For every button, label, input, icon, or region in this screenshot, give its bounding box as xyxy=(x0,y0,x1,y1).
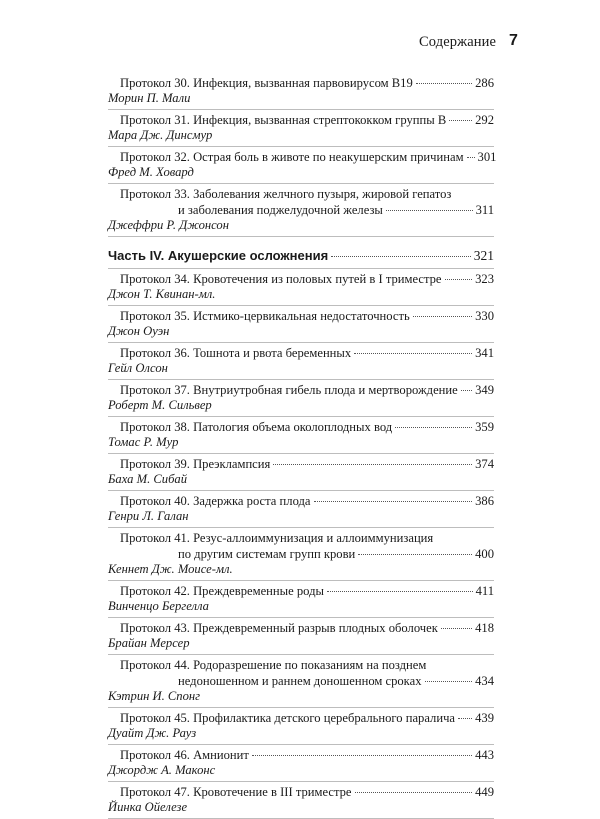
toc-page-number: 292 xyxy=(475,113,494,127)
toc-entry-title-line xyxy=(108,747,494,763)
toc-entry-title: по другим системам групп крови xyxy=(178,547,356,561)
toc-entry-author: Фред М. Ховард xyxy=(108,165,194,179)
toc-entry-author: Томас Р. Мур xyxy=(108,435,179,449)
toc-entry-title-line xyxy=(108,419,494,435)
toc-page-number: 349 xyxy=(475,383,494,397)
dot-leader xyxy=(441,628,472,629)
toc-part-heading xyxy=(108,245,494,269)
dot-leader xyxy=(331,256,471,257)
toc-page-number: 434 xyxy=(475,674,494,688)
toc-entry xyxy=(108,528,494,581)
toc-entry xyxy=(108,491,494,528)
toc-entry-title-line xyxy=(108,493,494,509)
toc-page-number: 359 xyxy=(475,420,494,434)
toc-entry-author: Роберт М. Сильвер xyxy=(108,398,212,412)
toc-entry xyxy=(108,110,494,147)
toc-entry-author: Брайан Мерсер xyxy=(108,636,190,650)
toc-entry xyxy=(108,618,494,655)
toc-entry-author: Кеннет Дж. Моисе-мл. xyxy=(108,562,233,576)
toc-entry-author: Джордж А. Маконс xyxy=(108,763,216,777)
toc-entry-title: Протокол 42. Преждевременные роды xyxy=(120,584,324,598)
toc-page-number: 386 xyxy=(475,494,494,508)
dot-leader xyxy=(354,353,472,354)
toc-entry-title-line xyxy=(108,784,494,800)
running-header xyxy=(419,32,518,51)
toc-entry-title: Протокол 43. Преждевременный разрыв плодных оболочек xyxy=(120,621,438,635)
toc-page-number: 330 xyxy=(475,309,494,323)
toc-entry xyxy=(108,417,494,454)
toc-entry xyxy=(108,745,494,782)
toc-entry-title: Протокол 38. Патология объема околоплодных вод xyxy=(120,420,393,434)
toc-entry-title-line xyxy=(108,271,494,287)
toc-entry-author: Генри Л. Галан xyxy=(108,509,189,523)
toc-entry-title: Протокол 36. Тошнота и рвота беременных xyxy=(120,346,352,360)
toc-page-number: 311 xyxy=(475,203,494,217)
toc-entry-author: Морин П. Мали xyxy=(108,91,191,105)
toc-entry-title-line xyxy=(108,75,494,91)
toc-entry-title-line xyxy=(108,673,494,689)
toc-page-number: 374 xyxy=(475,457,494,471)
toc-entry xyxy=(108,73,494,110)
toc-entry-title: Протокол 46. Амнионит xyxy=(120,748,249,762)
toc-entry-title-line xyxy=(108,546,494,562)
toc-entry-title-line xyxy=(108,657,494,673)
running-header-title: Содержание xyxy=(419,34,496,50)
toc-entry-title: Протокол 47. Кровотечение в III триместре xyxy=(120,785,352,799)
toc-entry-title-line xyxy=(108,186,494,202)
dot-leader xyxy=(413,316,472,317)
dot-leader xyxy=(416,83,472,84)
toc-page-number: 323 xyxy=(475,272,494,286)
toc-entry xyxy=(108,581,494,618)
dot-leader xyxy=(445,279,473,280)
toc-entry-title: Протокол 31. Инфекция, вызванная стрептококком группы B xyxy=(120,113,447,127)
page-number: 7 xyxy=(509,32,518,49)
toc-entry-title-line xyxy=(108,583,494,599)
dot-leader xyxy=(386,210,473,211)
dot-leader xyxy=(252,755,472,756)
toc-entry-title: Протокол 35. Истмико-цервикальная недостаточность xyxy=(120,309,410,323)
toc-entry-title: Протокол 45. Профилактика детского церебрального паралича xyxy=(120,711,455,725)
toc-entry-author: Дуайт Дж. Рауз xyxy=(108,726,197,740)
toc-page-number: 400 xyxy=(475,547,494,561)
toc-entry-author: Джеффри Р. Джонсон xyxy=(108,218,229,232)
toc-entry-title-line xyxy=(108,530,494,546)
toc-page-number: 321 xyxy=(473,248,494,263)
toc-page-number: 411 xyxy=(475,584,494,598)
toc-entry-title: Протокол 39. Преэклампсия xyxy=(120,457,271,471)
toc-entry-title-line xyxy=(108,620,494,636)
toc-entry-title-line xyxy=(108,308,494,324)
toc-entry-author: Йинка Ойелезе xyxy=(108,800,188,814)
toc-entry-author: Кэтрин И. Спонг xyxy=(108,689,201,703)
toc-entry xyxy=(108,380,494,417)
toc-entry-title-line xyxy=(108,202,494,218)
table-of-contents xyxy=(108,73,497,819)
toc-entry xyxy=(108,306,494,343)
toc-entry xyxy=(108,708,494,745)
dot-leader xyxy=(458,718,472,719)
toc-entry-author: Гейл Олсон xyxy=(108,361,168,375)
toc-entry xyxy=(108,269,494,306)
toc-entry xyxy=(108,782,494,819)
dot-leader xyxy=(395,427,472,428)
toc-page-number: 449 xyxy=(475,785,494,799)
toc-entry-title-line xyxy=(108,149,497,165)
toc-entry-author: Джон Т. Квинан-мл. xyxy=(108,287,216,301)
toc-page-number: 301 xyxy=(477,150,497,164)
toc-entry-title: недоношенном и раннем доношенном сроках xyxy=(178,674,422,688)
toc-page-number: 418 xyxy=(475,621,494,635)
toc-entry xyxy=(108,343,494,380)
dot-leader xyxy=(358,554,472,555)
dot-leader xyxy=(327,591,473,592)
dot-leader xyxy=(449,120,472,121)
dot-leader xyxy=(314,501,473,502)
toc-entry-title: Протокол 34. Кровотечения из половых путей в I триместре xyxy=(120,272,442,286)
toc-page-number: 286 xyxy=(475,76,494,90)
toc-page-number: 439 xyxy=(475,711,494,725)
toc-entry-title: Протокол 41. Резус-аллоиммунизация и аллоиммунизация xyxy=(120,531,434,545)
toc-entry xyxy=(108,147,497,184)
toc-entry-title-line xyxy=(108,456,494,472)
toc-page-number: 443 xyxy=(475,748,494,762)
dot-leader xyxy=(273,464,472,465)
toc-entry-author: Баха М. Сибай xyxy=(108,472,188,486)
toc-entry-title: и заболевания поджелудочной железы xyxy=(178,203,383,217)
toc-entry-title: Протокол 40. Задержка роста плода xyxy=(120,494,311,508)
toc-entry-author: Мара Дж. Динсмур xyxy=(108,128,213,142)
toc-entry-title: Протокол 30. Инфекция, вызванная парвовирусом B19 xyxy=(120,76,413,90)
dot-leader xyxy=(461,390,472,391)
toc-entry-title: Протокол 33. Заболевания желчного пузыря, жировой гепатоз xyxy=(120,187,452,201)
toc-entry-title-line xyxy=(108,345,494,361)
dot-leader xyxy=(355,792,473,793)
toc-entry-title-line xyxy=(108,248,494,264)
toc-entry-author: Винченцо Бергелла xyxy=(108,599,209,613)
toc-entry-title: Протокол 32. Острая боль в животе по неакушерским причинам xyxy=(120,150,464,164)
toc-entry xyxy=(108,454,494,491)
dot-leader xyxy=(467,157,475,158)
toc-entry-title-line xyxy=(108,112,494,128)
toc-entry xyxy=(108,655,494,708)
toc-entry-title-line xyxy=(108,382,494,398)
toc-entry-title: Протокол 37. Внутриутробная гибель плода и мертворождение xyxy=(120,383,458,397)
toc-entry-title-line xyxy=(108,710,494,726)
toc-entry-title: Протокол 44. Родоразрешение по показаниям на позднем xyxy=(120,658,427,672)
toc-entry-title: Часть IV. Акушерские осложнения xyxy=(108,248,329,263)
toc-entry xyxy=(108,184,494,237)
toc-page-number: 341 xyxy=(475,346,494,360)
dot-leader xyxy=(425,681,473,682)
toc-entry-author: Джон Оуэн xyxy=(108,324,170,338)
